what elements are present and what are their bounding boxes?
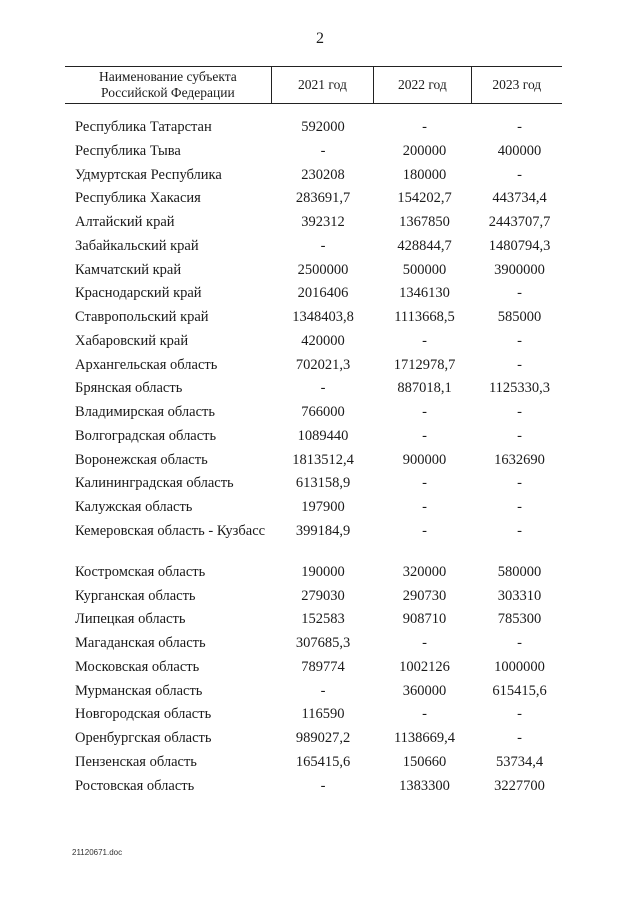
value-2022-cell: - [422, 404, 427, 420]
value-2021-cell: 789774 [301, 658, 345, 675]
value-2022-cell: 1383300 [399, 777, 450, 794]
table-row [0, 213, 640, 237]
region-name-cell: Оренбургская область [75, 730, 212, 746]
value-2021-cell: 197900 [301, 499, 345, 515]
region-name-cell: Ростовская область [75, 777, 195, 794]
region-name-cell: Алтайский край [75, 214, 175, 230]
value-2022-cell: - [422, 635, 427, 651]
value-2021-cell: - [320, 237, 326, 254]
value-2023-cell: 400000 [497, 142, 542, 159]
table-row [0, 729, 640, 753]
value-2023-cell: 303310 [497, 587, 542, 604]
region-name-cell: Хабаровский край [75, 332, 189, 349]
table-row [0, 777, 640, 801]
table-row [0, 284, 640, 308]
header-region-name: Наименование субъекта Российской Федерации [65, 67, 272, 103]
region-name-cell: Московская область [75, 658, 200, 675]
value-2022-cell: 1367850 [399, 214, 450, 230]
table-row [0, 634, 640, 658]
region-name-cell: Липецкая область [75, 611, 186, 628]
region-name-cell: Архангельская область [75, 356, 218, 373]
table-row [0, 610, 640, 634]
table-row [0, 166, 640, 190]
value-2022-cell: 360000 [402, 682, 447, 699]
value-2022-cell: 887018,1 [397, 380, 452, 397]
value-2023-cell: 1480794,3 [488, 237, 551, 254]
region-name-cell: Калининградская область [75, 475, 234, 492]
value-2023-cell: 1125330,3 [488, 380, 551, 397]
region-name-cell: Ставропольский край [75, 309, 209, 325]
region-name-cell: Калужская область [75, 499, 193, 515]
value-2022-cell: 180000 [402, 166, 447, 183]
value-2021-cell: - [320, 682, 326, 699]
region-name-cell: Краснодарский край [75, 285, 202, 302]
value-2022-cell: 428844,7 [397, 237, 452, 254]
value-2021-cell: 283691,7 [295, 190, 351, 207]
value-2022-cell: 908710 [402, 611, 447, 628]
table-row [0, 308, 640, 332]
value-2023-cell: - [517, 119, 522, 135]
value-2022-cell: 320000 [402, 563, 447, 580]
value-2022-cell: 200000 [402, 142, 447, 159]
value-2022-cell: - [422, 522, 427, 539]
table-row [0, 356, 640, 380]
value-2022-cell: 500000 [402, 261, 447, 278]
value-2023-cell: 443734,4 [492, 190, 547, 207]
region-name-cell: Костромская область [75, 563, 206, 580]
region-name-cell: Камчатский край [75, 261, 182, 278]
value-2022-cell: 1712978,7 [393, 356, 456, 373]
table-row [0, 142, 640, 166]
value-2022-cell: 1113668,5 [394, 309, 455, 325]
table-row [0, 379, 640, 403]
table-row [0, 587, 640, 611]
value-2021-cell: 190000 [301, 563, 345, 580]
value-2021-cell: - [320, 777, 326, 794]
value-2023-cell: - [517, 635, 522, 651]
region-name-cell: Республика Татарстан [75, 119, 212, 135]
value-2021-cell: 420000 [301, 332, 345, 349]
value-2021-cell: 116590 [301, 706, 345, 723]
value-2021-cell: 399184,9 [295, 522, 351, 539]
table-row [0, 563, 640, 587]
header-2021: 2021 год [272, 67, 374, 103]
table-row [0, 498, 640, 522]
table-row [0, 189, 640, 213]
value-2022-cell: - [422, 706, 427, 723]
value-2023-cell: - [517, 356, 522, 373]
document-filename: 21120671.doc [72, 848, 123, 857]
region-name-cell: Магаданская область [75, 635, 206, 651]
region-name-cell: Воронежская область [75, 451, 208, 468]
header-2023: 2023 год [492, 77, 542, 92]
value-2021-cell: 613158,9 [295, 475, 351, 492]
table-row [0, 332, 640, 356]
value-2021-cell: 989027,2 [295, 730, 351, 746]
value-2023-cell: 1000000 [494, 658, 545, 675]
value-2021-cell: 2500000 [297, 261, 349, 278]
page-number: 2 [316, 30, 324, 47]
value-2023-cell: 2443707,7 [488, 214, 551, 230]
value-2021-cell: 766000 [301, 404, 345, 420]
table-body [0, 118, 640, 800]
value-2021-cell: 392312 [301, 214, 345, 230]
region-name-cell: Мурманская область [75, 682, 203, 699]
table-row [0, 753, 640, 777]
value-2022-cell: 900000 [402, 451, 447, 468]
region-name-cell: Волгоградская область [75, 427, 217, 444]
table-row [0, 474, 640, 498]
region-name-cell: Владимирская область [75, 404, 215, 420]
value-2021-cell: 152583 [301, 611, 345, 628]
value-2022-cell: - [422, 427, 427, 444]
value-2023-cell: - [517, 706, 522, 723]
region-name-cell: Новгородская область [75, 706, 212, 723]
value-2021-cell: 279030 [301, 587, 345, 604]
value-2021-cell: 1813512,4 [292, 451, 354, 468]
header-2022: 2022 год [374, 67, 471, 103]
table-row [0, 451, 640, 475]
region-name-cell: Республика Хакасия [75, 190, 201, 207]
table-row [0, 403, 640, 427]
table-row [0, 658, 640, 682]
table-row [0, 522, 640, 563]
value-2023-cell: 785300 [497, 611, 542, 628]
table-row [0, 237, 640, 261]
value-2023-cell: - [517, 166, 522, 183]
value-2023-cell: - [517, 285, 522, 302]
value-2023-cell: 53734,4 [495, 753, 544, 770]
value-2023-cell: 580000 [497, 563, 542, 580]
value-2021-cell: 307685,3 [295, 635, 351, 651]
value-2021-cell: 702021,3 [295, 356, 351, 373]
region-name-cell: Забайкальский край [75, 237, 199, 254]
value-2022-cell: - [422, 332, 427, 349]
value-2023-cell: - [517, 332, 522, 349]
table-row [0, 682, 640, 706]
value-2022-cell: 1138669,4 [393, 730, 456, 746]
value-2023-cell: 615415,6 [492, 682, 547, 699]
value-2023-cell: - [517, 522, 522, 539]
value-2022-cell: 150660 [402, 753, 447, 770]
value-2021-cell: 592000 [301, 119, 345, 135]
value-2023-cell: 1632690 [494, 451, 545, 468]
value-2021-cell: 1089440 [297, 427, 349, 444]
region-name-cell: Пензенская область [75, 753, 197, 770]
table-row [0, 427, 640, 451]
table-row [0, 261, 640, 285]
region-name-cell: Брянская область [75, 380, 183, 397]
table-header [65, 66, 562, 104]
value-2022-cell: 1002126 [399, 658, 450, 675]
value-2022-cell: 154202,7 [397, 190, 452, 207]
value-2022-cell: - [422, 475, 427, 492]
value-2023-cell: - [517, 499, 522, 515]
value-2021-cell: 165415,6 [295, 753, 351, 770]
region-name-cell: Курганская область [75, 587, 196, 604]
region-name-cell: Республика Тыва [75, 142, 181, 159]
region-name-cell: Кемеровская область - Кузбасс [75, 522, 266, 539]
value-2021-cell: 1348403,8 [292, 309, 354, 325]
value-2022-cell: - [422, 119, 427, 135]
value-2023-cell: - [517, 730, 522, 746]
table-row [0, 705, 640, 729]
value-2023-cell: - [517, 427, 522, 444]
value-2023-cell: - [517, 475, 522, 492]
value-2021-cell: 230208 [301, 166, 345, 183]
value-2023-cell: 3227700 [494, 777, 545, 794]
value-2022-cell: - [422, 499, 427, 515]
region-name-cell: Удмуртская Республика [75, 166, 222, 183]
value-2023-cell: 3900000 [494, 261, 545, 278]
value-2023-cell: - [517, 404, 522, 420]
value-2022-cell: 290730 [402, 587, 447, 604]
value-2023-cell: 585000 [497, 309, 542, 325]
value-2021-cell: - [320, 380, 326, 397]
value-2022-cell: 1346130 [399, 285, 450, 302]
value-2021-cell: 2016406 [297, 285, 349, 302]
value-2021-cell: - [320, 142, 326, 159]
table-row [0, 118, 640, 142]
